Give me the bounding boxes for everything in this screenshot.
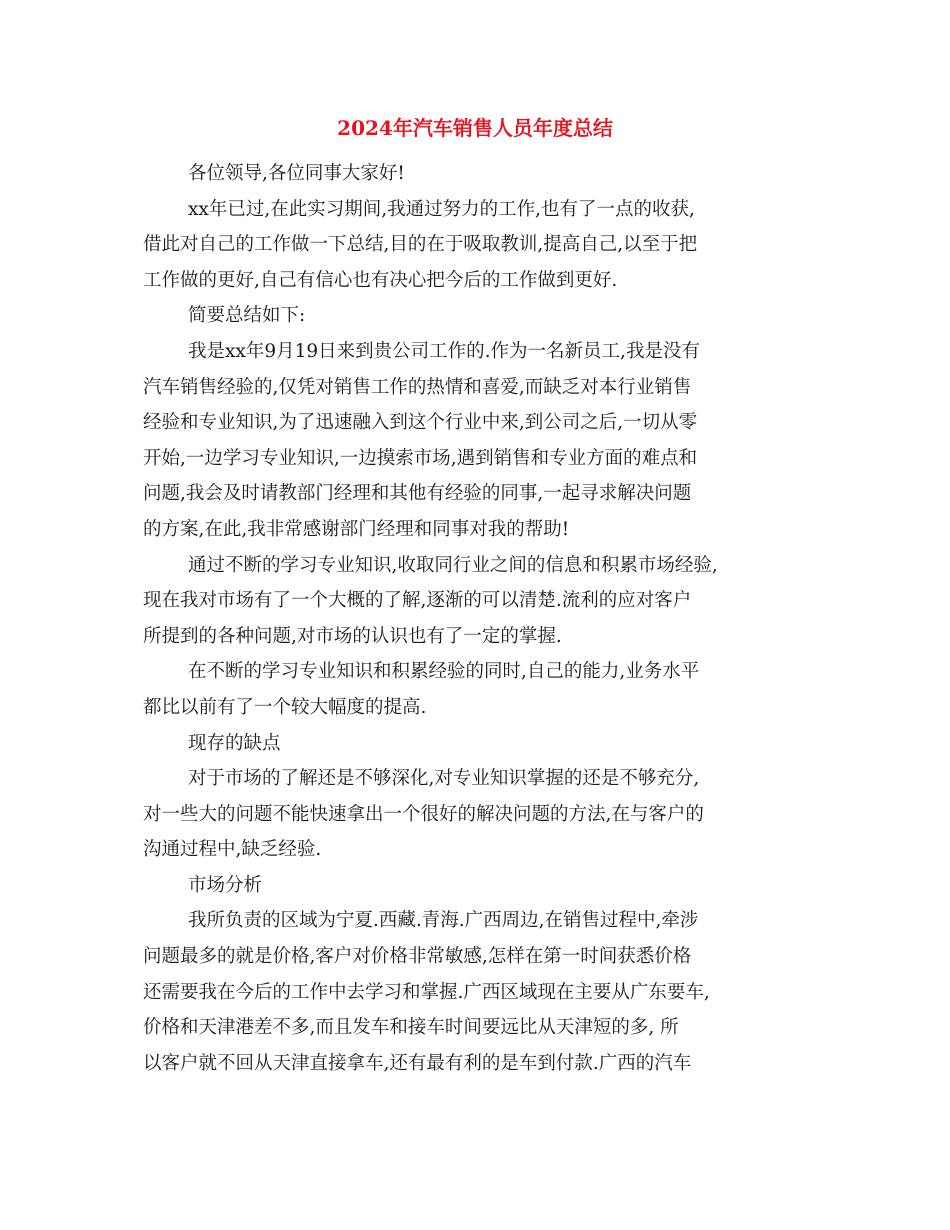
text-line: 我所负责的区域为宁夏.西藏.青海.广西周边,在销售过程中,牵涉 (188, 910, 699, 932)
text-line: 问题最多的就是价格,客户对价格非常敏感,怎样在第一时间获悉价格 (143, 946, 692, 968)
text-line: 问题,我会及时请教部门经理和其他有经验的同事,一起寻求解决问题 (143, 483, 692, 505)
text-line: 现在我对市场有了一个大概的了解,逐渐的可以清楚.流利的应对客户 (143, 590, 692, 612)
text-line: 沟通过程中,缺乏经验. (143, 839, 322, 861)
text-line: 汽车销售经验的,仅凭对销售工作的热情和喜爱,而缺乏对本行业销售 (143, 376, 692, 398)
text-line: 现存的缺点 (188, 732, 281, 754)
text-line: 还需要我在今后的工作中去学习和掌握.广西区域现在主要从广东要车, (143, 981, 710, 1003)
text-line: 经验和专业知识,为了迅速融入到这个行业中来,到公司之后,一切从零 (143, 412, 698, 434)
text-line: 的方案,在此,我非常感谢部门经理和同事对我的帮助! (143, 518, 570, 540)
text-line: 借此对自己的工作做一下总结,目的在于吸取教训,提高自己,以至于把 (143, 234, 698, 256)
text-line: 都比以前有了一个较大幅度的提高. (143, 696, 427, 718)
text-line: 以客户就不回从天津直接拿车,还有最有利的是车到付款.广西的汽车 (143, 1052, 692, 1074)
text-line: 市场分析 (188, 874, 263, 896)
text-line: 开始,一边学习专业知识,一边摸索市场,遇到销售和专业方面的难点和 (143, 447, 698, 469)
text-line: 工作做的更好,自己有信心也有决心把今后的工作做到更好. (143, 269, 618, 291)
text-line: 通过不断的学习专业知识,收取同行业之间的信息和积累市场经验, (188, 554, 718, 576)
document-body (143, 156, 823, 1081)
text-line: xx年已过,在此实习期间,我通过努力的工作,也有了一点的收获, (188, 198, 695, 220)
text-line: 对一些大的问题不能快速拿出一个很好的解决问题的方法,在与客户的 (143, 803, 704, 825)
text-line: 在不断的学习专业知识和积累经验的同时,自己的能力,业务水平 (188, 661, 700, 683)
text-line: 所提到的各种问题,对市场的认识也有了一定的掌握. (143, 625, 562, 647)
text-line: 对于市场的了解还是不够深化,对专业知识掌握的还是不够充分, (188, 768, 700, 790)
text-line: 我是xx年9月19日来到贵公司工作的.作为一名新员工,我是没有 (188, 340, 700, 362)
text-line: 价格和天津港差不多,而且发车和接车时间要远比从天津短的多, 所 (143, 1017, 679, 1039)
text-line: 简要总结如下: (188, 305, 306, 327)
document-title: 2024年汽车销售人员年度总结 (337, 116, 613, 140)
text-line: 各位领导,各位同事大家好! (188, 163, 405, 184)
